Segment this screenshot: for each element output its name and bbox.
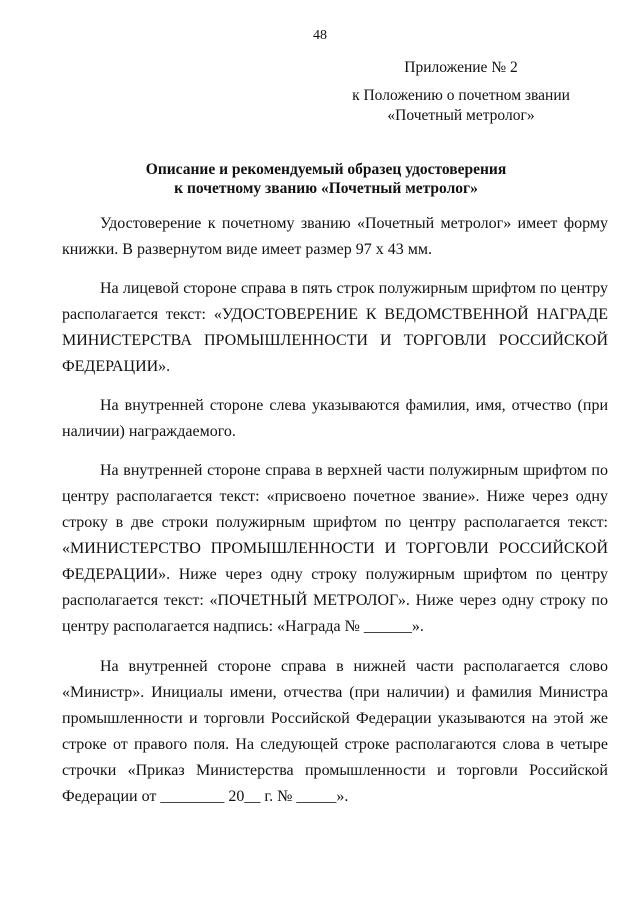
document-heading [60,160,592,198]
paragraph: На внутренней стороне справа в нижней части располагается слово «Министр». Инициалы имени, отчества (при наличии) и фамилия Министра промышленности и торговли Российской Федерации указываются на этой же строке от правого поля. На следующей строке располагаются слова в четыре строчки «Приказ Министерства промышленности и торговли Российской Федерации от ________ 20__ г. № _____». [62,658,608,805]
paragraph: На лицевой стороне справа в пять строк полужирным шрифтом по центру располагается текст: «УДОСТОВЕРЕНИЕ К ВЕДОМСТВЕННОЙ НАГРАДЕ МИНИСТЕРСТВА ПРОМЫШЛЕННОСТИ И ТОРГОВЛИ РОССИЙСКОЙ ФЕДЕРАЦИИ». [62,280,608,375]
paragraph: На внутренней стороне справа в верхней части полужирным шрифтом по центру располагается текст: «присвоено почетное звание». Ниже через одну строку в две строки полужирным шрифтом по центру располагается текст: «МИНИСТЕРСТВО ПРОМЫШЛЕННОСТИ И ТОРГОВЛИ РОССИЙСКОЙ ФЕДЕРАЦИИ». Ниже через одну строку полужирным шрифтом по центру располагается текст: «ПОЧЕТНЫЙ МЕТРОЛОГ». Ниже через одну строку по центру располагается надпись: «Награда № ______». [62,462,608,635]
appendix-line-2: «Почетный метролог» [387,107,535,124]
appendix-line-1: к Положению о почетном звании [352,87,570,104]
document-body [62,211,608,824]
appendix-title: Приложение № 2 [404,59,518,76]
page-number: 48 [313,28,327,43]
paragraph: Удостоверение к почетному званию «Почетный метролог» имеет форму книжки. В развернутом виде имеет размер 97 х 43 мм. [62,215,608,258]
paragraph: На внутренней стороне слева указываются фамилия, имя, отчество (при наличии) награждаемого. [62,397,608,440]
heading-line-1: Описание и рекомендуемый образец удостоверения [145,161,507,178]
appendix-reference [330,58,592,126]
heading-line-2: к почетному званию «Почетный метролог» [174,180,478,197]
